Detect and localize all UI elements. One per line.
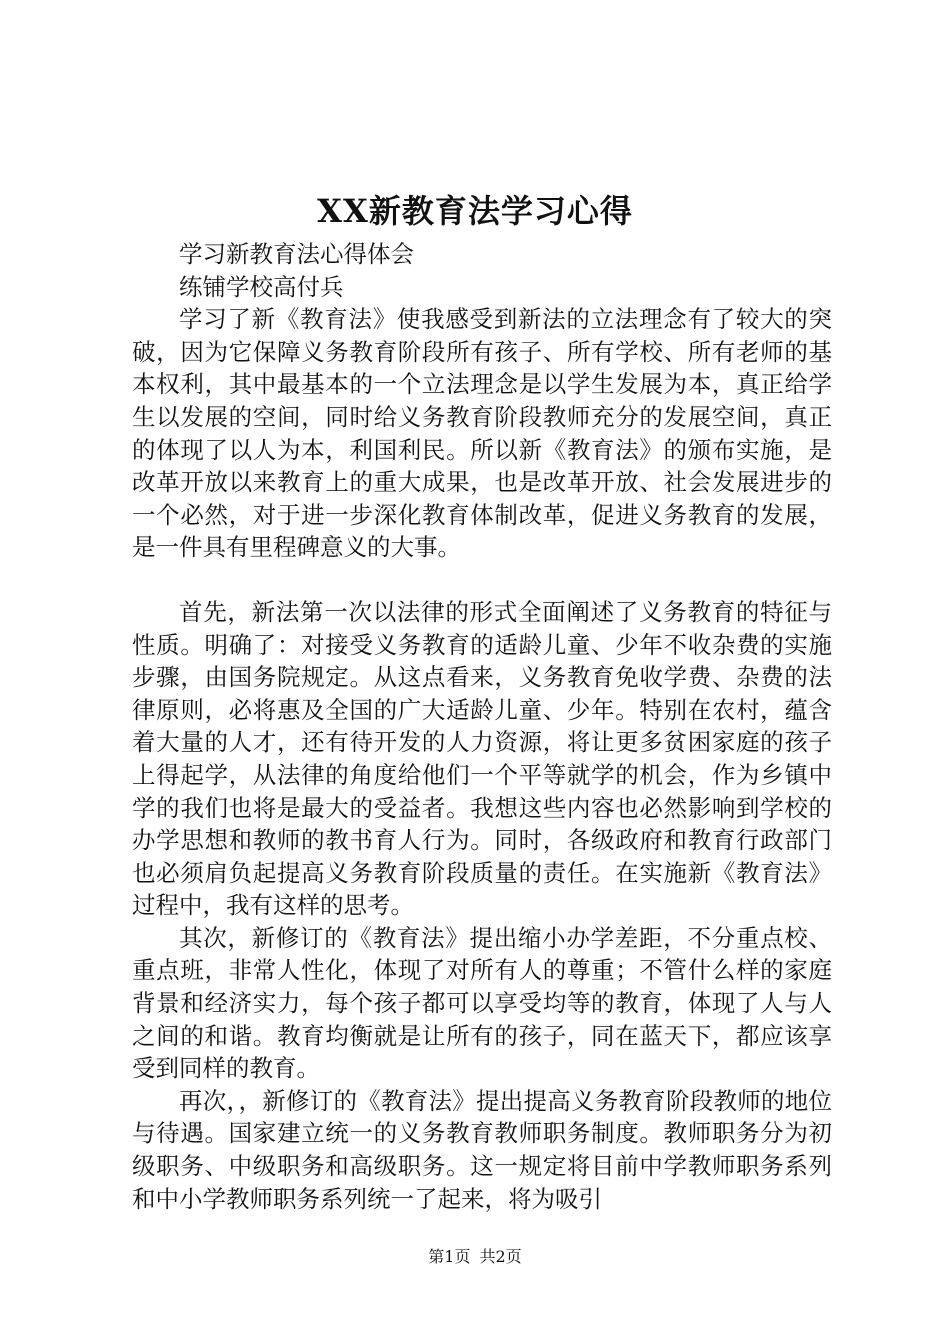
subtitle-line: 学习新教育法心得体会 xyxy=(179,240,414,268)
document-body xyxy=(132,238,832,1215)
author-line: 练铺学校高付兵 xyxy=(179,272,344,301)
document-title: XX新教育法学习心得 xyxy=(317,192,633,230)
paragraph-intro: 学习了新《教育法》使我感受到新法的立法理念有了较大的突破，因为它保障义务教育阶段所有孩子、所有学校、所有老师的基本权利，其中最基本的一个立法理念是以学生发展为本，真正给学生以发展的空间，同时给义务教育阶段教师充分的发展空间，真正的体现了以人为本，利国利民。所以新《教育法》的颁布实施，是改革开放以来教育上的重大成果，也是改革开放、社会发展进步的一个必然，对于进一步深化教育体制改革，促进义务教育的发展，是一件具有里程碑意义的大事。 xyxy=(132,305,832,562)
page-footer: 第1页 共2页 xyxy=(428,1247,522,1266)
paragraph-second: 其次，新修订的《教育法》提出缩小办学差距，不分重点校、重点班，非常人性化，体现了对所有人的尊重；不管什么样的家庭背景和经济实力，每个孩子都可以享受均等的教育，体现了人与人之间的和谐。教育均衡就是让所有的孩子，同在蓝天下，都应该享受到同样的教育。 xyxy=(132,923,832,1083)
paragraph-third: 再次，，新修订的《教育法》提出提高义务教育阶段教师的地位与待遇。国家建立统一的义务教育教师职务制度。教师职务分为初级职务、中级职务和高级职务。这一规定将目前中学教师职务系列和中小学教师职务系列统一了起来，将为吸引 xyxy=(132,1086,832,1213)
paragraph-first: 首先，新法第一次以法律的形式全面阐述了义务教育的特征与性质。明确了：对接受义务教育的适龄儿童、少年不收杂费的实施步骤，由国务院规定。从这点看来，义务教育免收学费、杂费的法律原则，必将惠及全国的广大适龄儿童、少年。特别在农村，蕴含着大量的人才，还有待开发的人力资源，将让更多贫困家庭的孩子上得起学，从法律的角度给他们一个平等就学的机会，作为乡镇中学的我们也将是最大的受益者。我想这些内容也必然影响到学校的办学思想和教师的教书育人行为。同时，各级政府和教育行政部门也必须肩负起提高义务教育阶段质量的责任。在实施新《教育法》过程中，我有这样的思考。 xyxy=(132,597,832,920)
